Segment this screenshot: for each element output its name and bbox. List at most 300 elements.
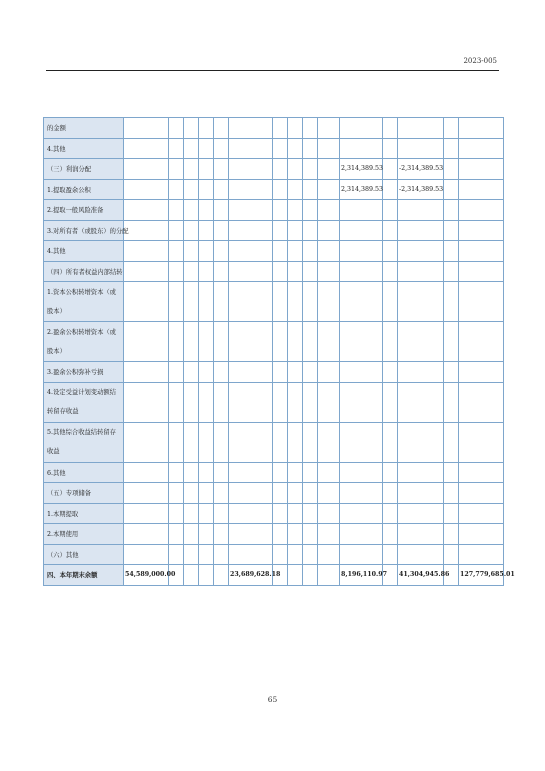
table-cell	[444, 118, 459, 139]
table-cell	[444, 422, 459, 462]
table-cell	[288, 220, 303, 241]
table-cell	[288, 483, 303, 504]
table-cell	[444, 322, 459, 362]
table-cell	[184, 138, 199, 159]
table-cell	[459, 483, 504, 504]
table-cell	[318, 362, 340, 383]
table-cell	[124, 483, 169, 504]
row-label: 1.提取盈余公积	[44, 179, 124, 200]
table-cell	[273, 503, 288, 524]
table-cell	[273, 362, 288, 383]
table-cell	[214, 382, 229, 422]
table-cell	[184, 565, 199, 586]
table-cell	[214, 179, 229, 200]
table-cell	[459, 241, 504, 262]
table-cell	[340, 241, 383, 262]
table-cell	[398, 544, 444, 565]
table-cell	[229, 220, 273, 241]
table-cell	[318, 200, 340, 221]
table-cell	[124, 462, 169, 483]
table-cell	[444, 462, 459, 483]
table-cell	[229, 544, 273, 565]
table-cell	[303, 322, 318, 362]
table-cell	[383, 179, 398, 200]
row-label: 6.其他	[44, 462, 124, 483]
table-cell	[169, 322, 184, 362]
table-cell	[199, 382, 214, 422]
table-cell	[444, 544, 459, 565]
table-cell	[444, 362, 459, 383]
table-cell	[288, 159, 303, 180]
table-cell	[318, 422, 340, 462]
table-cell	[340, 483, 383, 504]
table-cell	[398, 362, 444, 383]
table-cell	[398, 422, 444, 462]
table-cell	[398, 382, 444, 422]
table-cell	[124, 282, 169, 322]
table-cell	[288, 138, 303, 159]
table-row	[44, 118, 504, 139]
table-cell	[214, 544, 229, 565]
table-cell	[340, 524, 383, 545]
table-cell	[398, 462, 444, 483]
table-cell	[124, 503, 169, 524]
table-cell	[214, 261, 229, 282]
table-cell	[318, 159, 340, 180]
table-cell	[214, 200, 229, 221]
table-cell	[318, 322, 340, 362]
table-cell	[340, 261, 383, 282]
table-cell	[303, 118, 318, 139]
table-row	[44, 483, 504, 504]
table-cell	[383, 138, 398, 159]
table-cell	[184, 382, 199, 422]
table-cell	[169, 382, 184, 422]
table-cell	[229, 462, 273, 483]
table-cell	[169, 362, 184, 383]
row-label: 4.其他	[44, 138, 124, 159]
row-label: 1.本期提取	[44, 503, 124, 524]
header-rule	[46, 70, 499, 71]
table-cell	[124, 118, 169, 139]
table-cell	[199, 159, 214, 180]
table-cell	[184, 118, 199, 139]
table-cell	[124, 524, 169, 545]
table-cell	[303, 159, 318, 180]
table-cell	[184, 422, 199, 462]
table-cell	[383, 362, 398, 383]
table-cell	[124, 382, 169, 422]
table-row	[44, 200, 504, 221]
table-cell	[383, 200, 398, 221]
table-cell	[229, 159, 273, 180]
table-cell	[303, 241, 318, 262]
table-cell: 41,304,945.86	[398, 565, 444, 586]
table-cell	[184, 322, 199, 362]
row-label: 3.盈余公积弥补亏损	[44, 362, 124, 383]
table-cell	[318, 261, 340, 282]
table-cell	[303, 422, 318, 462]
table-cell	[444, 179, 459, 200]
table-cell	[169, 179, 184, 200]
table-cell	[459, 261, 504, 282]
table-row	[44, 503, 504, 524]
table-row	[44, 159, 504, 180]
table-cell	[318, 179, 340, 200]
table-cell	[214, 241, 229, 262]
table-cell	[340, 220, 383, 241]
table-cell	[273, 483, 288, 504]
table-cell	[444, 138, 459, 159]
table-cell	[214, 138, 229, 159]
table-cell	[273, 138, 288, 159]
table-cell	[214, 118, 229, 139]
table-cell	[124, 261, 169, 282]
table-cell	[273, 282, 288, 322]
table-cell: -2,314,389.53	[398, 159, 444, 180]
table-cell	[169, 220, 184, 241]
table-cell	[383, 544, 398, 565]
table-cell	[398, 503, 444, 524]
table-cell	[199, 422, 214, 462]
table-cell	[383, 118, 398, 139]
table-cell	[124, 138, 169, 159]
table-cell	[303, 362, 318, 383]
table-cell	[124, 422, 169, 462]
table-cell	[318, 241, 340, 262]
table-cell	[383, 322, 398, 362]
table-cell	[459, 159, 504, 180]
table-cell	[340, 462, 383, 483]
row-label: 2.提取一般风险准备	[44, 200, 124, 221]
table-cell	[288, 322, 303, 362]
table-cell	[199, 462, 214, 483]
row-label: （五）专项储备	[44, 483, 124, 504]
table-cell	[459, 282, 504, 322]
table-cell	[288, 282, 303, 322]
table-cell	[288, 118, 303, 139]
table-cell	[184, 544, 199, 565]
table-cell	[444, 483, 459, 504]
table-cell	[288, 200, 303, 221]
table-cell	[383, 261, 398, 282]
table-cell	[340, 200, 383, 221]
table-cell	[273, 118, 288, 139]
table-cell	[303, 282, 318, 322]
table-cell	[383, 220, 398, 241]
table-body	[44, 118, 515, 586]
table-cell	[184, 241, 199, 262]
table-cell	[398, 524, 444, 545]
table-cell	[398, 118, 444, 139]
table-cell	[398, 200, 444, 221]
table-cell	[229, 118, 273, 139]
table-cell	[214, 159, 229, 180]
table-cell	[288, 362, 303, 383]
table-cell	[229, 179, 273, 200]
table-row	[44, 544, 504, 565]
table-cell	[444, 382, 459, 422]
table-cell	[340, 422, 383, 462]
table-cell	[199, 179, 214, 200]
table-row	[44, 220, 504, 241]
table-cell	[229, 282, 273, 322]
table-cell	[340, 362, 383, 383]
table-row	[44, 138, 504, 159]
table-cell	[273, 322, 288, 362]
table-cell	[318, 524, 340, 545]
table-cell	[169, 483, 184, 504]
table-cell	[288, 503, 303, 524]
table-cell	[169, 282, 184, 322]
table-cell	[288, 261, 303, 282]
table-cell: 2,314,389.53	[340, 179, 383, 200]
table-cell	[273, 462, 288, 483]
table-cell	[288, 544, 303, 565]
table-cell	[303, 179, 318, 200]
table-cell	[199, 261, 214, 282]
table-cell	[229, 322, 273, 362]
table-cell	[184, 159, 199, 180]
table-cell	[124, 220, 169, 241]
table-cell	[184, 524, 199, 545]
table-cell	[318, 118, 340, 139]
table-cell	[199, 544, 214, 565]
table-cell	[214, 322, 229, 362]
table-cell	[318, 138, 340, 159]
table-cell	[199, 118, 214, 139]
table-cell	[184, 261, 199, 282]
table-cell	[124, 241, 169, 262]
table-cell	[318, 565, 340, 586]
table-row	[44, 422, 504, 462]
table-cell	[340, 282, 383, 322]
table-row	[44, 565, 504, 586]
table-row	[44, 282, 504, 322]
table-cell	[459, 200, 504, 221]
table-cell	[214, 362, 229, 383]
table-cell	[169, 462, 184, 483]
table-cell	[383, 462, 398, 483]
row-label: （六）其他	[44, 544, 124, 565]
table-cell	[318, 544, 340, 565]
table-cell	[199, 362, 214, 383]
table-cell	[303, 544, 318, 565]
table-cell	[273, 261, 288, 282]
table-cell	[303, 138, 318, 159]
table-cell	[444, 524, 459, 545]
table-cell	[444, 220, 459, 241]
table-cell	[169, 241, 184, 262]
table-cell	[229, 483, 273, 504]
table-cell	[169, 118, 184, 139]
table-cell: -2,314,389.53	[398, 179, 444, 200]
table-cell	[459, 544, 504, 565]
table-cell	[214, 565, 229, 586]
table-cell	[340, 544, 383, 565]
table-cell	[288, 179, 303, 200]
table-cell	[318, 503, 340, 524]
table-cell	[273, 159, 288, 180]
page-number: 65	[267, 695, 278, 704]
table-cell: 54,589,000.00	[124, 565, 169, 586]
table-cell	[273, 220, 288, 241]
table-cell	[169, 422, 184, 462]
table-cell: 8,196,110.97	[340, 565, 383, 586]
table-cell: 2,314,389.53	[340, 159, 383, 180]
table-cell	[124, 322, 169, 362]
table-cell	[273, 382, 288, 422]
table-cell	[169, 159, 184, 180]
table-cell	[340, 322, 383, 362]
table-cell	[459, 362, 504, 383]
table-cell	[124, 362, 169, 383]
table-row	[44, 179, 504, 200]
table-cell	[229, 362, 273, 383]
row-label: 的金额	[44, 118, 124, 139]
table-cell	[229, 200, 273, 221]
row-label: 2.本期使用	[44, 524, 124, 545]
row-label: 5.其他综合收益结转留存收益	[44, 422, 124, 462]
row-label: （三）利润分配	[44, 159, 124, 180]
table-cell	[398, 220, 444, 241]
table-cell	[340, 138, 383, 159]
table-cell	[199, 565, 214, 586]
table-cell	[169, 138, 184, 159]
table-row	[44, 322, 504, 362]
table-cell	[383, 524, 398, 545]
table-cell	[214, 282, 229, 322]
table-row	[44, 261, 504, 282]
table-cell	[229, 138, 273, 159]
table-cell	[383, 282, 398, 322]
table-cell	[273, 544, 288, 565]
table-cell	[459, 462, 504, 483]
table-cell	[199, 241, 214, 262]
table-cell	[229, 241, 273, 262]
table-cell	[169, 524, 184, 545]
table-cell: 127,779,685.01	[459, 565, 504, 586]
table-cell	[214, 503, 229, 524]
table-cell	[340, 118, 383, 139]
table-cell	[383, 503, 398, 524]
table-cell	[444, 241, 459, 262]
row-label: 1.资本公积转增资本（或股本）	[44, 282, 124, 322]
row-label: 2.盈余公积转增资本（或股本）	[44, 322, 124, 362]
table-cell	[444, 503, 459, 524]
table-cell	[184, 462, 199, 483]
table-cell	[184, 200, 199, 221]
table-cell	[124, 179, 169, 200]
table-cell	[169, 503, 184, 524]
table-cell	[288, 382, 303, 422]
table-cell	[318, 462, 340, 483]
table-cell	[199, 220, 214, 241]
table-cell	[318, 220, 340, 241]
table-cell	[214, 483, 229, 504]
table-cell	[288, 565, 303, 586]
table-cell	[340, 382, 383, 422]
table-cell	[303, 462, 318, 483]
table-cell	[303, 200, 318, 221]
table-cell	[444, 159, 459, 180]
table-cell	[383, 241, 398, 262]
table-cell	[184, 179, 199, 200]
table-cell	[398, 241, 444, 262]
table-cell	[444, 282, 459, 322]
table-cell	[398, 138, 444, 159]
table-cell	[124, 200, 169, 221]
table-cell	[303, 220, 318, 241]
table-cell	[214, 422, 229, 462]
table-cell	[199, 138, 214, 159]
table-cell	[459, 220, 504, 241]
table-cell	[444, 261, 459, 282]
table-cell	[303, 382, 318, 422]
table-cell	[398, 322, 444, 362]
table-cell	[169, 261, 184, 282]
row-label: 4.其他	[44, 241, 124, 262]
table-cell	[398, 261, 444, 282]
table-cell	[229, 422, 273, 462]
table-cell	[184, 362, 199, 383]
table-cell	[273, 524, 288, 545]
table-cell	[273, 179, 288, 200]
table-cell	[318, 282, 340, 322]
table-cell	[124, 544, 169, 565]
table-cell	[273, 200, 288, 221]
table-cell	[340, 503, 383, 524]
table-cell	[303, 565, 318, 586]
table-cell	[303, 261, 318, 282]
table-cell	[229, 382, 273, 422]
table-cell	[199, 282, 214, 322]
table-cell	[169, 200, 184, 221]
table-cell	[214, 462, 229, 483]
table-cell	[184, 483, 199, 504]
table-cell	[303, 483, 318, 504]
table-cell	[459, 503, 504, 524]
equity-change-table	[43, 117, 515, 586]
table-cell	[459, 422, 504, 462]
row-label: 四、本年期末余额	[44, 565, 124, 586]
table-row	[44, 382, 504, 422]
table-cell	[199, 524, 214, 545]
table-cell	[184, 282, 199, 322]
table-cell	[214, 524, 229, 545]
table-cell: 23,689,628.18	[229, 565, 273, 586]
table-cell	[199, 322, 214, 362]
table-cell	[459, 179, 504, 200]
table-cell	[459, 138, 504, 159]
table-row	[44, 524, 504, 545]
table-cell	[383, 422, 398, 462]
table-cell	[288, 462, 303, 483]
table-cell	[229, 261, 273, 282]
table-cell	[199, 483, 214, 504]
table-cell	[459, 322, 504, 362]
table-cell	[229, 524, 273, 545]
table-cell	[124, 159, 169, 180]
table-cell	[169, 544, 184, 565]
table-cell	[398, 483, 444, 504]
table-row	[44, 362, 504, 383]
row-label: 3.对所有者（或股东）的分配	[44, 220, 124, 241]
table-row	[44, 462, 504, 483]
table-cell	[383, 382, 398, 422]
table-cell	[288, 241, 303, 262]
table-cell	[199, 200, 214, 221]
